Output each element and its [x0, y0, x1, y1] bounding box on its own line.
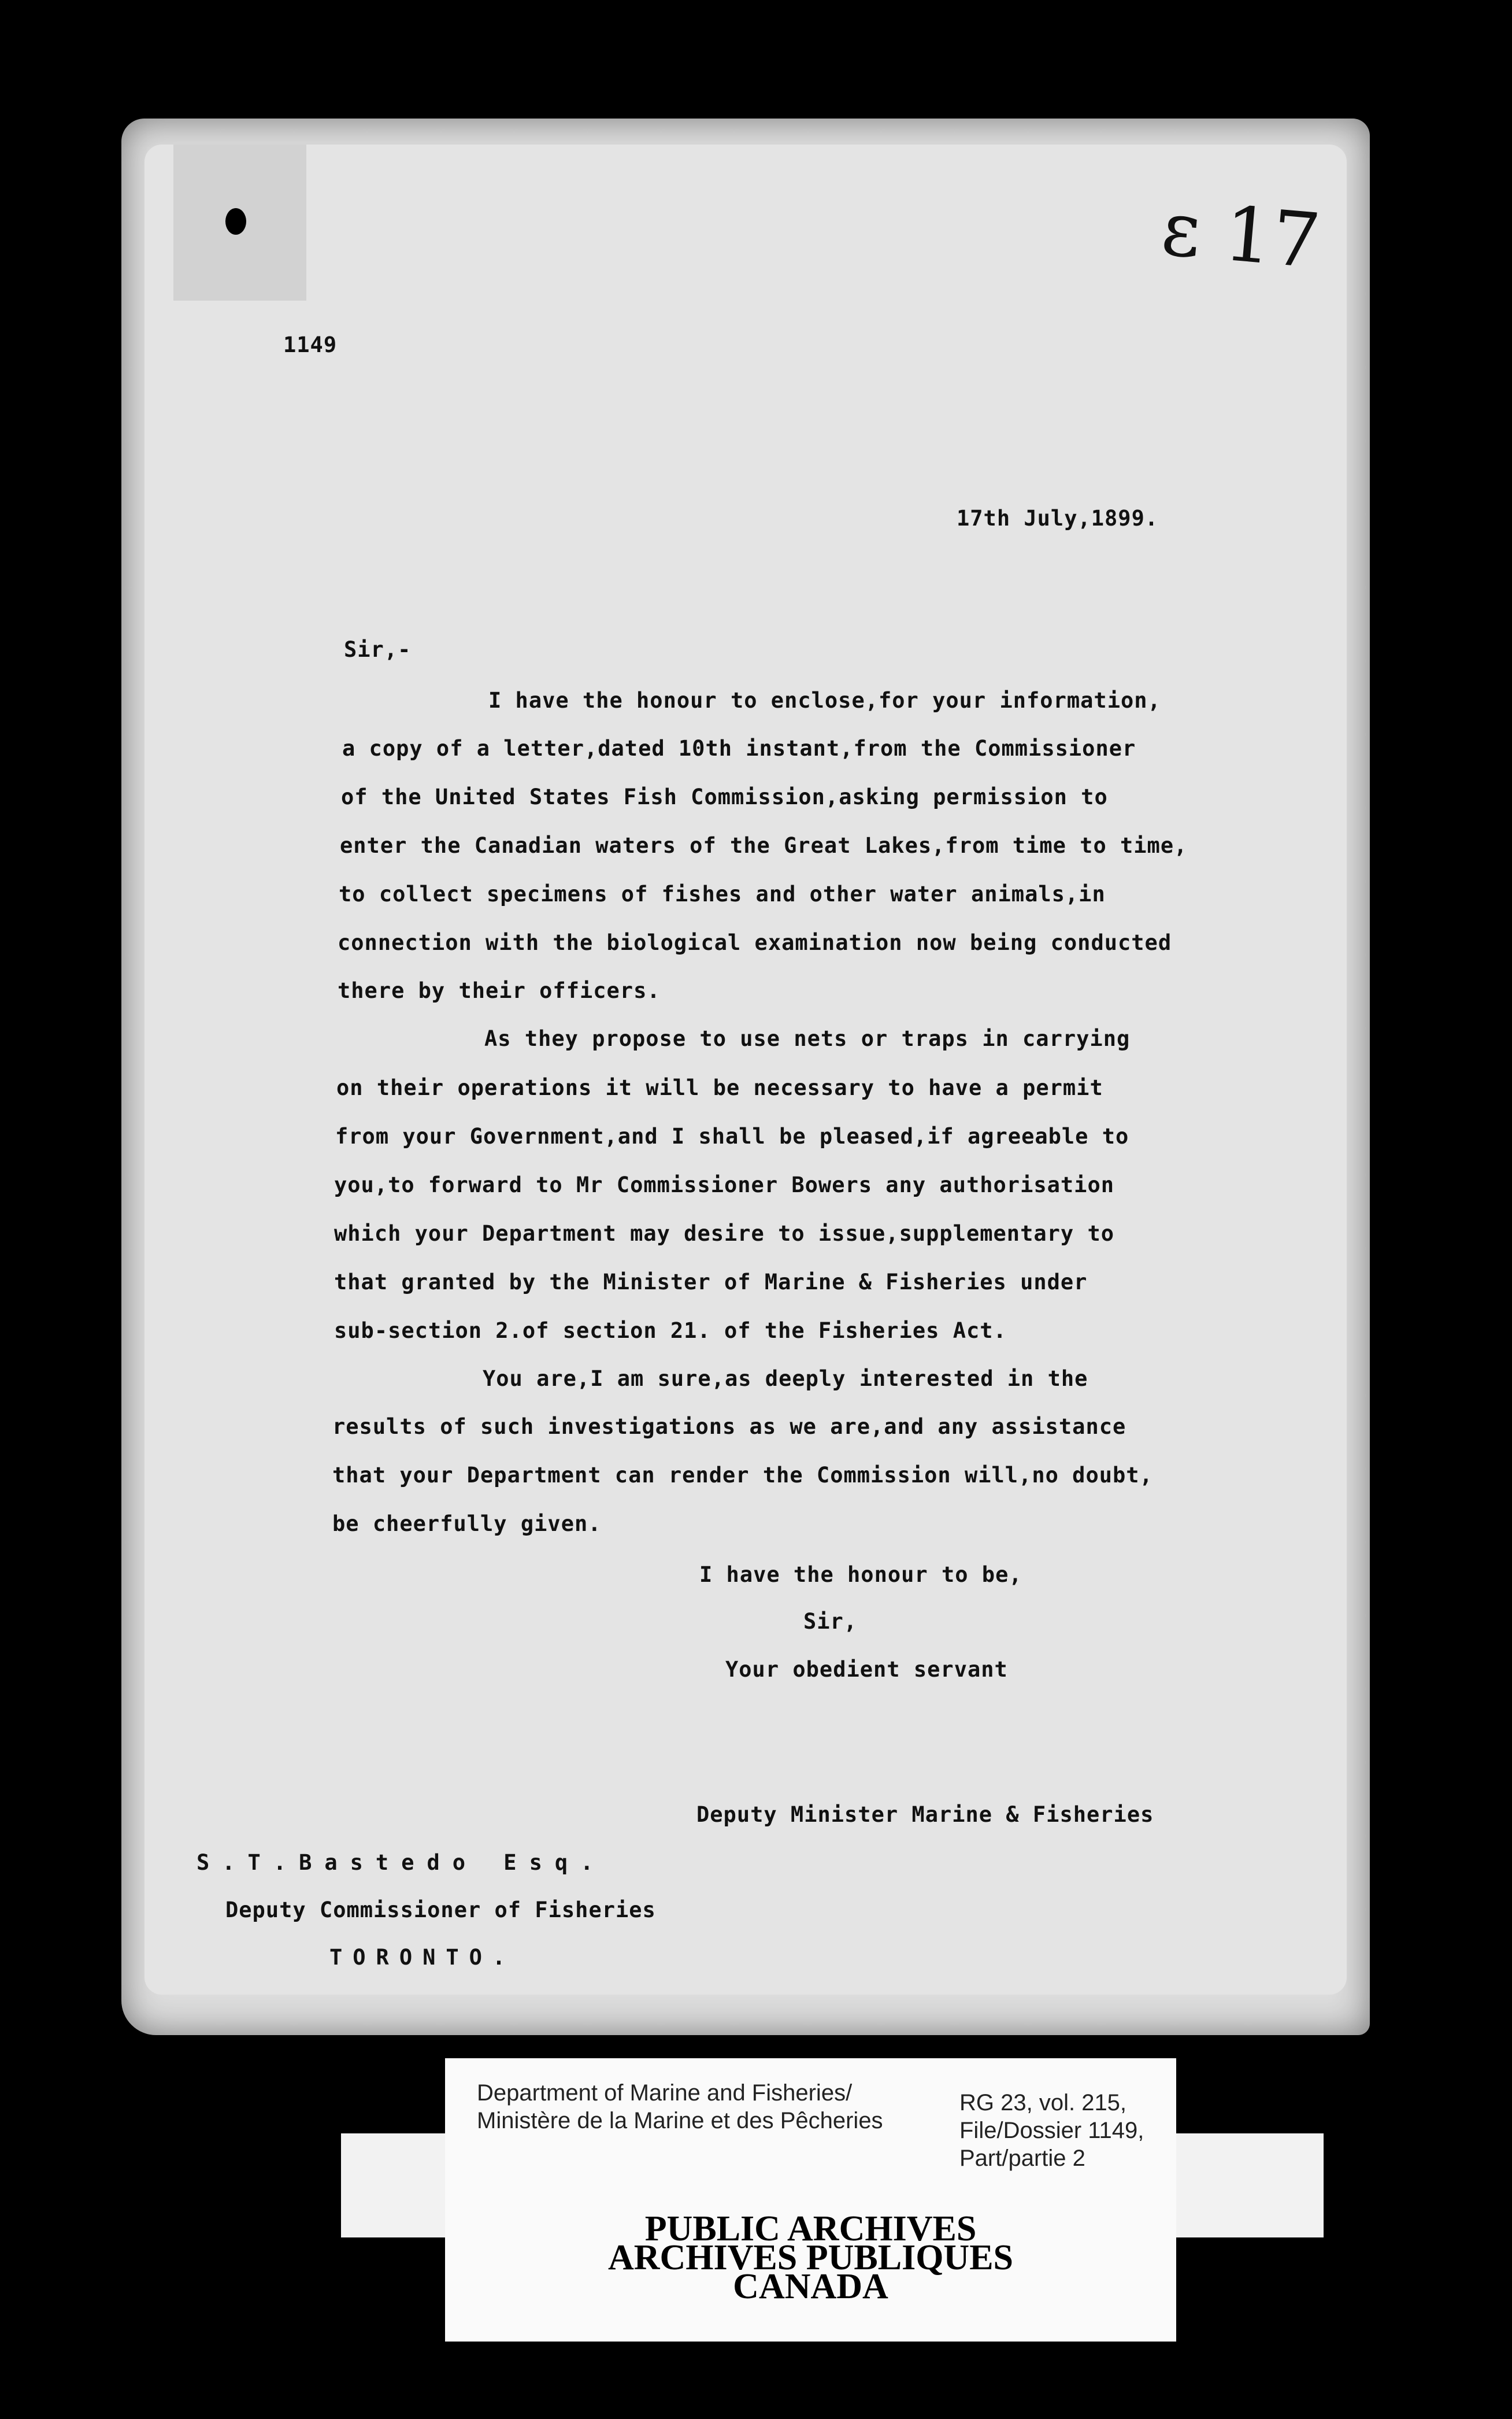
- closing-line: Sir,: [803, 1609, 858, 1634]
- reference-line: File/Dossier 1149,: [959, 2118, 1144, 2143]
- body-line: a copy of a letter,dated 10th instant,from the Commissioner: [342, 736, 1136, 761]
- salutation: Sir,-: [344, 637, 412, 662]
- department-en: Department of Marine and Fisheries/: [477, 2080, 853, 2106]
- body-line: of the United States Fish Commission,asking permission to: [341, 785, 1108, 809]
- body-line: be cheerfully given.: [332, 1511, 602, 1536]
- addressee-title: Deputy Commissioner of Fisheries: [225, 1898, 656, 1922]
- body-line: you,to forward to Mr Commissioner Bowers any authorisation: [334, 1172, 1115, 1197]
- letter-date: 17th July,1899.: [957, 506, 1159, 531]
- punch-hole: [225, 208, 246, 235]
- archives-stamp-line: ARCHIVES PUBLIQUES: [607, 2238, 1014, 2277]
- reference-line: Part/partie 2: [959, 2146, 1085, 2171]
- body-line: to collect specimens of fishes and other water animals,in: [339, 882, 1106, 907]
- addressee-name: S.T.Bastedo Esq.: [197, 1850, 606, 1875]
- archives-stamp-line: CANADA: [733, 2267, 888, 2306]
- department-fr: Ministère de la Marine et des Pêcheries: [477, 2108, 883, 2133]
- body-line: on their operations it will be necessary to have a permit: [336, 1075, 1103, 1100]
- body-line: As they propose to use nets or traps in carrying: [484, 1026, 1131, 1051]
- body-line: enter the Canadian waters of the Great Lakes,from time to time,: [340, 833, 1188, 858]
- body-line: results of such investigations as we are,and any assistance: [332, 1414, 1126, 1439]
- body-line: You are,I am sure,as deeply interested in the: [483, 1366, 1088, 1391]
- body-line: that granted by the Minister of Marine & Fisheries under: [334, 1270, 1088, 1294]
- archives-stamp-line: PUBLIC ARCHIVES: [644, 2209, 977, 2248]
- body-line: I have the honour to enclose,for your information,: [488, 688, 1161, 713]
- closing-line: I have the honour to be,: [699, 1562, 1022, 1587]
- closing-line: Your obedient servant: [725, 1657, 1008, 1682]
- body-line: sub-section 2.of section 21. of the Fisheries Act.: [334, 1318, 1007, 1343]
- body-line: there by their officers.: [338, 978, 661, 1003]
- addressee-city: TORONTO.: [329, 1945, 516, 1970]
- signature-title: Deputy Minister Marine & Fisheries: [696, 1802, 1154, 1827]
- letter-page-surface: [144, 145, 1347, 1995]
- file-number: 1149: [283, 332, 338, 357]
- handwritten-mark: ɛ 17: [1158, 184, 1324, 286]
- body-line: from your Government,and I shall be pleased,if agreeable to: [335, 1124, 1129, 1149]
- body-line: which your Department may desire to issue,supplementary to: [334, 1221, 1115, 1246]
- body-line: connection with the biological examination now being conducted: [338, 930, 1172, 955]
- body-line: that your Department can render the Commission will,no doubt,: [332, 1463, 1153, 1488]
- reference-line: RG 23, vol. 215,: [959, 2090, 1127, 2115]
